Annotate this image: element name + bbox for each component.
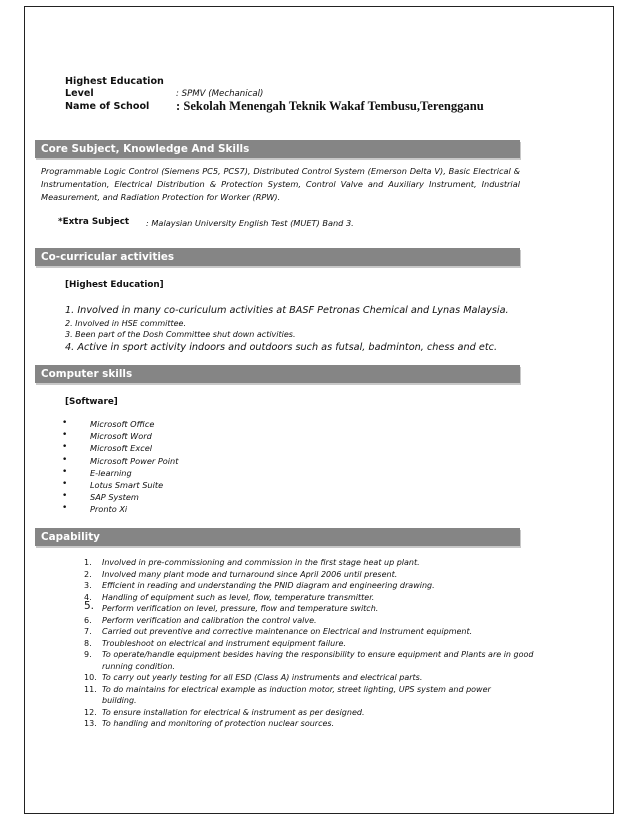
- capability-number: 7.: [84, 627, 92, 636]
- level-label: Level: [65, 88, 94, 99]
- extra-subject-label: *Extra Subject: [58, 217, 130, 227]
- school-value: : Sekolah Menengah Teknik Wakaf Tembusu,Terengganu: [176, 99, 484, 113]
- cocurricular-item: 1. Involved in many co-curiculum activities at BASF Petronas Chemical and Lynas Malaysia.: [65, 305, 509, 316]
- capability-item: [54, 672, 524, 684]
- capability-number: 13.: [84, 719, 97, 728]
- software-item: • Microsoft Power Point: [62, 456, 178, 468]
- capability-text: To carry out yearly testing for all ESD (Class A) instruments and electrical parts.: [102, 673, 423, 682]
- capability-item: [54, 684, 524, 707]
- capability-text: To operate/handle equipment besides having the responsibility to ensure equipment and Plants are in good running condition.: [102, 650, 534, 671]
- highest-education-label: Highest Education: [65, 76, 164, 87]
- capability-text: To handling and monitoring of protection nuclear sources.: [102, 719, 335, 728]
- cocurricular-item: 4. Active in sport activity indoors and outdoors such as futsal, badminton, chess and etc.: [65, 342, 498, 353]
- capability-header: Capability: [35, 528, 520, 546]
- cocurricular-item: 2. Involved in HSE committee.: [65, 319, 187, 328]
- software-item: • SAP System: [62, 492, 178, 504]
- software-item: • E-learning: [62, 468, 178, 480]
- capability-number: 10.: [84, 673, 97, 682]
- capability-item: [54, 615, 524, 627]
- capability-text: Perform verification and calibration the control valve.: [102, 615, 317, 625]
- capability-number: 2.: [84, 569, 92, 579]
- cocurricular-header: Co-curricular activities: [35, 248, 520, 266]
- capability-number: 6.: [84, 615, 92, 625]
- capability-item: [54, 638, 524, 650]
- software-item: • Microsoft Excel: [62, 443, 178, 455]
- capability-item: [54, 569, 524, 581]
- capability-item: [54, 580, 502, 592]
- level-value: : SPMV (Mechanical): [176, 89, 264, 99]
- capability-number: 4.: [84, 592, 92, 602]
- capability-list: [54, 557, 534, 730]
- software-item: • Lotus Smart Suite: [62, 480, 178, 492]
- cocurricular-subhead: [Highest Education]: [65, 280, 164, 290]
- school-label: Name of School: [65, 101, 150, 112]
- capability-text: Carried out preventive and corrective maintenance on Electrical and Instrument equipment.: [102, 627, 473, 636]
- software-item: • Microsoft Office: [62, 419, 178, 431]
- capability-item: [54, 718, 524, 730]
- software-item: • Pronto Xi: [62, 504, 178, 516]
- cocurricular-item: 3. Been part of the Dosh Committee shut down activities.: [65, 330, 296, 339]
- capability-item: [54, 592, 524, 604]
- capability-text: Troubleshoot on electrical and instrument equipment failure.: [102, 638, 346, 648]
- capability-number: 12.: [84, 707, 97, 717]
- capability-item: [54, 649, 562, 672]
- capability-item: [54, 600, 524, 615]
- capability-item: [54, 557, 524, 569]
- capability-text: To ensure installation for electrical & instrument as per designed.: [102, 707, 365, 717]
- capability-number: 11.: [84, 684, 97, 694]
- capability-text: Efficient in reading and understanding the PNID diagram and engineering drawing.: [102, 581, 435, 590]
- capability-text: Perform verification on level, pressure, flow and temperature switch.: [102, 604, 379, 613]
- core-subject-text: Programmable Logic Control (Siemens PC5, PCS7), Distributed Control System (Emerson Delta V), Basic Electrical & Instrumentation, Electrical Distribution & Protection System, Control Valve and Auxiliary Instrument, Industrial Measurement, and Radiation Protection for Worker (RPW).: [41, 166, 520, 202]
- capability-number: 3.: [84, 581, 92, 590]
- capability-text: To do maintains for electrical example as induction motor, street lighting, UPS system and power building.: [102, 684, 491, 705]
- capability-text: Involved many plant mode and turnaround since April 2006 until present.: [102, 569, 398, 579]
- core-subject-header: Core Subject, Knowledge And Skills: [35, 140, 520, 158]
- capability-number: 5.: [84, 600, 95, 612]
- capability-number: 1.: [84, 558, 92, 567]
- capability-text: Handling of equipment such as level, flow, temperature transmitter.: [102, 592, 375, 602]
- software-list: [62, 419, 178, 517]
- capability-item: [54, 626, 524, 638]
- extra-subject-value: : Malaysian University English Test (MUET) Band 3.: [146, 218, 354, 228]
- capability-number: 8.: [84, 638, 92, 648]
- computer-skills-header: Computer skills: [35, 365, 520, 383]
- capability-item: [54, 707, 524, 719]
- software-subhead: [Software]: [65, 397, 118, 407]
- capability-number: 9.: [84, 650, 92, 659]
- capability-text: Involved in pre-commissioning and commission in the first stage heat up plant.: [102, 558, 420, 567]
- software-item: • Microsoft Word: [62, 431, 178, 443]
